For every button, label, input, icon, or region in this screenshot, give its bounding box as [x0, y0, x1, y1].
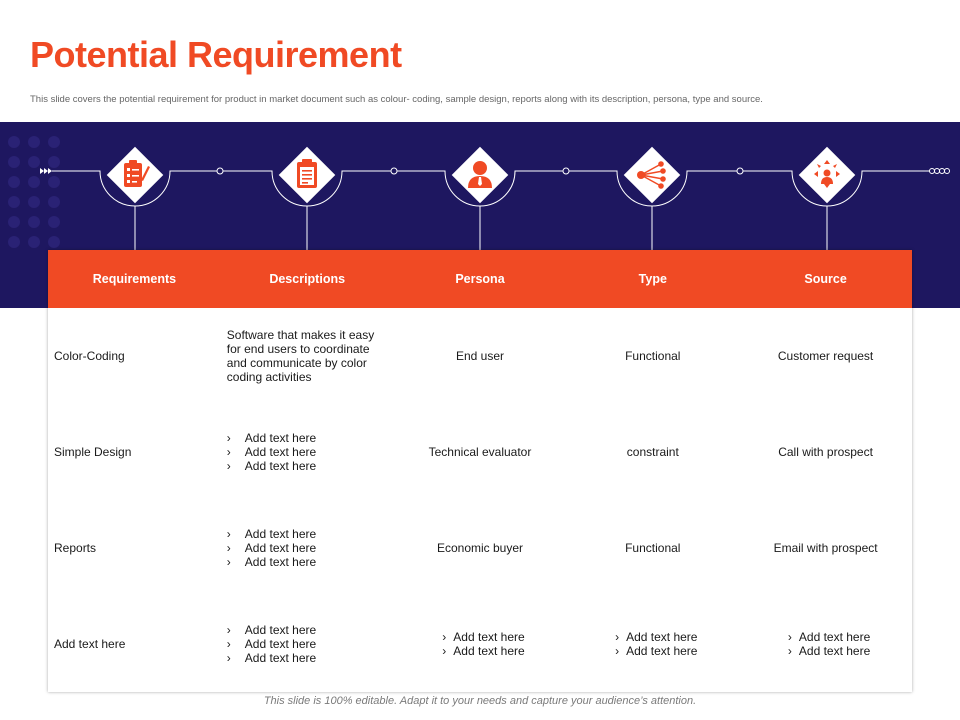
- description-cell: [221, 404, 394, 500]
- header-descriptions: Descriptions: [269, 272, 346, 286]
- list-item: › Add text here: [781, 644, 870, 658]
- type-cell: constraint: [626, 445, 679, 459]
- type-cell: [566, 596, 739, 692]
- chevron-right-icon: ›: [615, 644, 620, 658]
- description-cell: [221, 500, 394, 596]
- list-item: › Add text here: [226, 431, 317, 445]
- persona-cell: Technical evaluator: [428, 445, 532, 459]
- table-row: [48, 308, 912, 404]
- chevron-arrows-icon: [40, 168, 52, 174]
- type-cell: Functional: [625, 349, 681, 363]
- chevron-right-icon: ›: [226, 555, 231, 569]
- table-header: [48, 250, 912, 308]
- requirement-cell: Add text here: [54, 637, 126, 651]
- list-item: › Add text here: [226, 623, 317, 637]
- list-item: › Add text here: [608, 644, 697, 658]
- header-type: Type: [638, 272, 667, 286]
- document-clipboard-icon: [276, 144, 338, 206]
- list-item: › Add text here: [608, 630, 697, 644]
- list-item: › Add text here: [226, 527, 317, 541]
- list-item: › Add text here: [226, 459, 317, 473]
- chevron-right-icon: ›: [226, 637, 231, 651]
- chevron-right-icon: ›: [226, 431, 231, 445]
- list-item: › Add text here: [226, 541, 317, 555]
- table-row: [48, 404, 912, 500]
- list-item: › Add text here: [435, 630, 524, 644]
- chevron-right-icon: ›: [226, 459, 231, 473]
- list-item: › Add text here: [226, 555, 317, 569]
- source-bullets: [781, 630, 870, 658]
- list-item: › Add text here: [781, 630, 870, 644]
- header-persona: Persona: [455, 272, 505, 286]
- chevron-right-icon: ›: [226, 651, 231, 665]
- source-cell: [739, 596, 912, 692]
- persona-cell: [394, 596, 567, 692]
- description-cell: [221, 596, 394, 692]
- description-bullets: [227, 623, 388, 665]
- share-network-icon: [621, 144, 683, 206]
- description-text: Software that makes it easy for end users to coordinate and communicate by color coding activities: [226, 328, 375, 384]
- persona-bullets: [435, 630, 524, 658]
- persona-cell: End user: [455, 349, 504, 363]
- source-cell: Email with prospect: [773, 541, 878, 555]
- checklist-clipboard-icon: [104, 144, 166, 206]
- description-bullets: [227, 431, 388, 473]
- description-bullets: [227, 527, 388, 569]
- list-item: › Add text here: [226, 651, 317, 665]
- list-item: › Add text here: [435, 644, 524, 658]
- chevron-right-icon: ›: [787, 644, 792, 658]
- description-cell: [221, 308, 394, 404]
- requirements-table: [48, 250, 912, 692]
- person-icon: [449, 144, 511, 206]
- chevron-right-icon: ›: [442, 644, 447, 658]
- source-cell: Customer request: [777, 349, 874, 363]
- page-title: Potential Requirement: [30, 34, 402, 75]
- requirement-cell: Simple Design: [54, 445, 132, 459]
- chevron-right-icon: ›: [226, 527, 231, 541]
- chevron-right-icon: ›: [226, 541, 231, 555]
- header-source: Source: [804, 272, 847, 286]
- chevron-right-icon: ›: [615, 630, 620, 644]
- type-cell: Functional: [625, 541, 681, 555]
- chevron-right-icon: ›: [787, 630, 792, 644]
- list-item: › Add text here: [226, 637, 317, 651]
- chevron-right-icon: ›: [226, 445, 231, 459]
- header-requirements: Requirements: [92, 272, 177, 286]
- footer-note: This slide is 100% editable. Adapt it to your needs and capture your audience’s attention.: [263, 695, 697, 707]
- requirement-cell: Reports: [54, 541, 97, 555]
- page-subtitle: This slide covers the potential requirement for product in market document such as colour- coding, sample design, reports along with its description, persona, type and source.: [30, 94, 763, 105]
- type-bullets: [608, 630, 697, 658]
- chevron-right-icon: ›: [226, 623, 231, 637]
- requirement-cell: Color-Coding: [54, 349, 125, 363]
- chevron-right-icon: ›: [442, 630, 447, 644]
- table-row: [48, 596, 912, 692]
- list-item: › Add text here: [226, 445, 317, 459]
- table-row: [48, 500, 912, 596]
- source-cell: Call with prospect: [778, 445, 873, 459]
- persona-cell: Economic buyer: [436, 541, 524, 555]
- people-arrows-icon: [796, 144, 858, 206]
